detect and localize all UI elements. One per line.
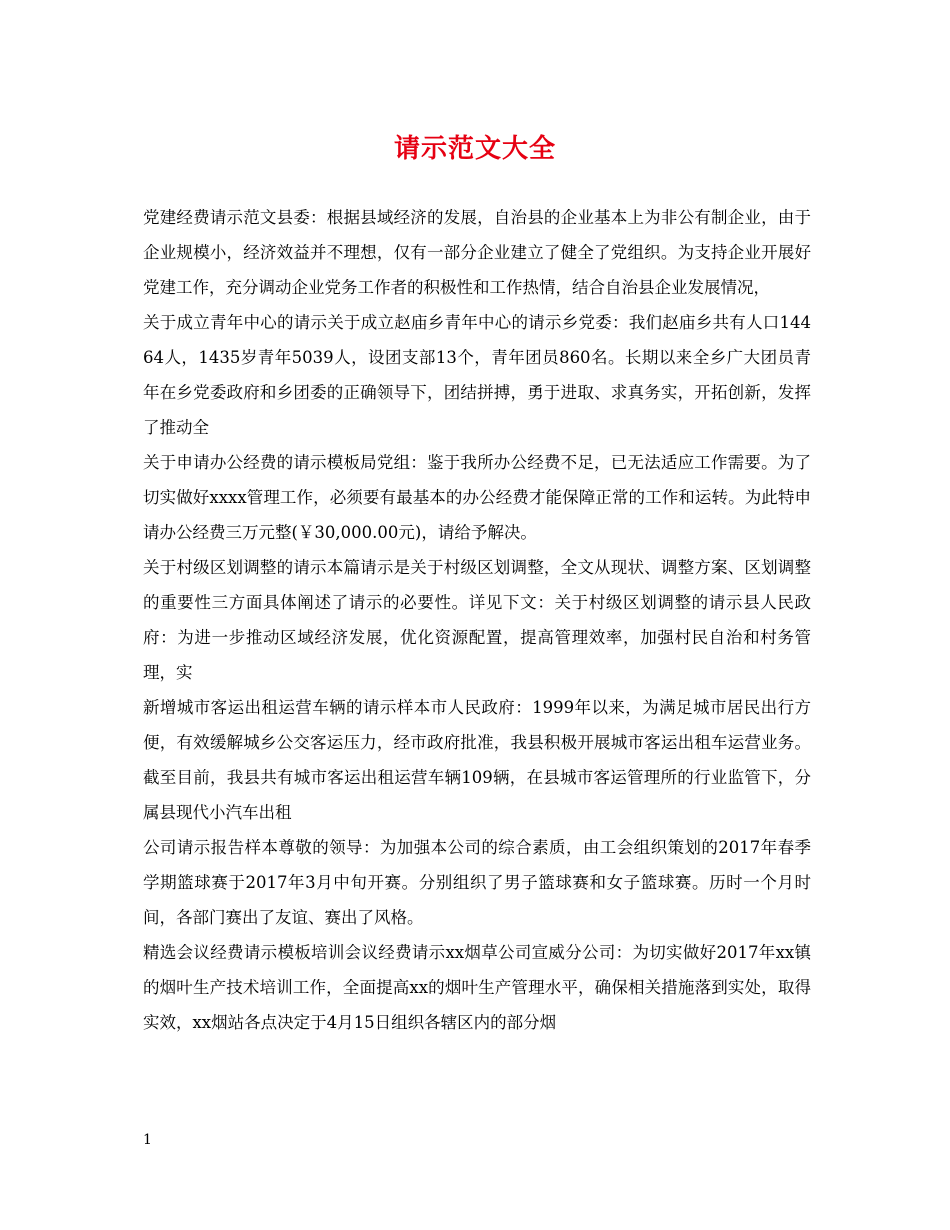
page-number: 1 [143,1132,152,1148]
paragraph-5: 新增城市客运出租运营车辆的请示样本市人民政府：1999年以来，为满足城市居民出行方便，有效缓解城乡公交客运压力，经市政府批准，我县积极开展城市客运出租车运营业务。截至目前，我县共有城市客运出租运营车辆109辆，在县城市客运管理所的行业监管下，分属县现代小汽车出租 [143,698,811,822]
document-title: 请示范文大全 [393,134,556,164]
paragraph-3: 关于申请办公经费的请示模板局党组：鉴于我所办公经费不足，已无法适应工作需要。为了切实做好xxxx管理工作，必须要有最基本的办公经费才能保障正常的工作和运转。为此特申请办公经费三万元整(￥30,000.00元)，请给予解决。 [143,453,811,542]
paragraph-7: 精选会议经费请示模板培训会议经费请示xx烟草公司宣威分公司：为切实做好2017年xx镇的烟叶生产技术培训工作，全面提高xx的烟叶生产管理水平，确保相关措施落到实处，取得实效，xx烟站各点决定于4月15日组织各辖区内的部分烟 [143,943,811,1032]
paragraph-1: 党建经费请示范文县委：根据县域经济的发展，自治县的企业基本上为非公有制企业，由于企业规模小，经济效益并不理想，仅有一部分企业建立了健全了党组织。为支持企业开展好党建工作，充分调动企业党务工作者的积极性和工作热情，结合自治县企业发展情况， [143,208,811,297]
paragraph-6: 公司请示报告样本尊敬的领导：为加强本公司的综合素质，由工会组织策划的2017年春季学期篮球赛于2017年3月中旬开赛。分别组织了男子篮球赛和女子篮球赛。历时一个月时间，各部门赛出了友谊、赛出了风格。 [143,838,811,927]
paragraph-4: 关于村级区划调整的请示本篇请示是关于村级区划调整，全文从现状、调整方案、区划调整的重要性三方面具体阐述了请示的必要性。详见下文：关于村级区划调整的请示县人民政府：为进一步推动区域经济发展，优化资源配置，提高管理效率，加强村民自治和村务管理，实 [143,558,811,682]
paragraph-2: 关于成立青年中心的请示关于成立赵庙乡青年中心的请示乡党委：我们赵庙乡共有人口14464人，1435岁青年5039人，设团支部13个，青年团员860名。长期以来全乡广大团员青年在乡党委政府和乡团委的正确领导下，团结拼搏，勇于进取、求真务实，开拓创新，发挥了推动全 [143,313,811,437]
document-body [143,200,811,1040]
